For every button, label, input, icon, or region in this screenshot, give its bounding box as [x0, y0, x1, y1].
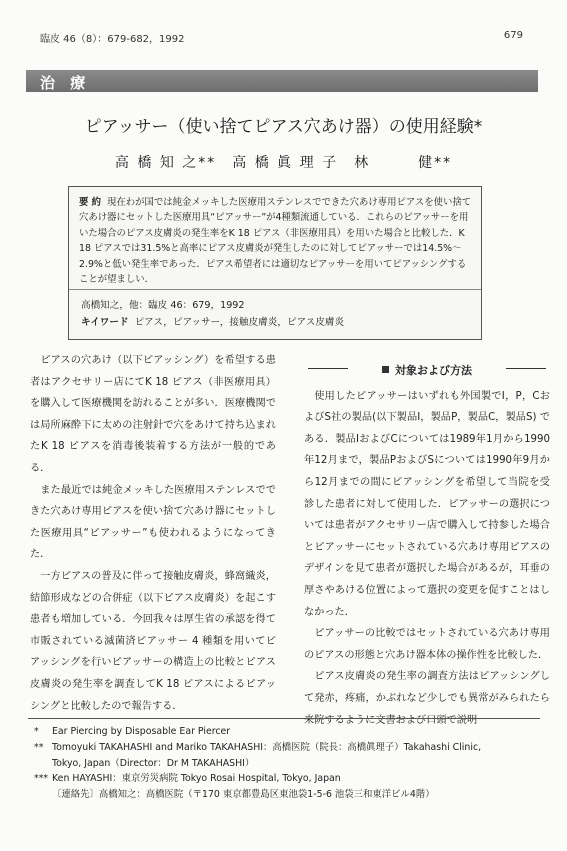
author-line: 高 橋 知 之** 高 橋 眞 理 子 林 健**	[114, 155, 453, 171]
section-heading	[304, 360, 550, 382]
footnote	[30, 771, 540, 803]
body-paragraph: 使用したピアッサーはいずれも外国製でI，P，CおよびS社の製品(以下製品I，製品P，製品C，製品S) である．製品IおよびCについては1989年1月から1990年12月まで，製品PおよびSについては1990年9月から12月までの間にピアッシングを希望して当院を受診した患者に対して使用した．ピアッサーの選択については患者がアクセサリー店で購入して持参した場合とピアッサーにセットされている穴あけ専用ピアスのデザインを見て患者が選択した場合があるが，耳垂の厚さやあける位置によって選択の変更を促すことはしなかった．	[304, 390, 550, 618]
right-column	[304, 360, 550, 731]
body-paragraph: ピアスの穴あけ（以下ピアッシング）を希望する患者はアクセサリー店にてK 18 ピアス（非医療用具）を購入して医療機関を訪れることが多い．医療機関では局所麻酔下に太めの注射針で穴をあけて持ち込まれたK 18 ピアスを消毒後装着する方法が一般的である．	[30, 355, 276, 474]
abstract-divider	[69, 289, 481, 290]
left-column	[30, 350, 276, 717]
footnote-rule	[28, 718, 540, 719]
section-heading-text: 対象および方法	[395, 364, 472, 377]
citation: 高橋知之，他：臨皮 46：679，1992	[81, 300, 245, 311]
footnote-mark: *	[34, 726, 39, 737]
footnote	[30, 740, 540, 772]
footnote-line: 〔連絡先〕高橋知之：高橋医院（〒170 東京都豊島区東池袋1-5-6 池袋三和東洋ビル4階）	[52, 789, 435, 801]
section-banner	[26, 70, 538, 92]
page-number: 679	[503, 30, 523, 41]
footnote	[30, 724, 540, 740]
keywords-heading: キイワード	[81, 317, 129, 328]
abstract-box	[68, 186, 482, 340]
footnote-mark: ***	[34, 773, 49, 785]
footnote-line: Tokyo, Japan（Director：Dr M TAKAHASHI）	[52, 757, 255, 769]
footnote-line: Ken HAYASHI：東京労災病院 Tokyo Rosai Hospital, Tokyo, Japan	[52, 773, 341, 785]
square-bullet-icon	[382, 366, 389, 373]
abstract	[79, 195, 473, 287]
keywords-text: ピアス，ピアッサー，接触皮膚炎，ピアス皮膚炎	[134, 317, 345, 328]
footnote-line: Tomoyuki TAKAHASHI and Mariko TAKAHASHI：高橋医院（院長：高橋眞理子）Takahashi Clinic,	[52, 741, 482, 753]
body-paragraph: ピアス皮膚炎の発生率の調査方法はピアッシングして発赤，疼痛，かぶれなど少しでも異常がみられたら来院するように文書および口頭で説明	[304, 671, 550, 726]
keywords-line	[81, 314, 344, 328]
body-paragraph: また最近では純金メッキした医療用ステンレスでできた穴あけ専用ピアスを使い捨て穴あけ器にセットした医療用具“ピアッサー”も使われるようになってきた．	[30, 484, 276, 561]
journal-reference: 臨皮 46（8）：679-682，1992	[40, 34, 185, 45]
abstract-heading: 要 約	[79, 197, 102, 208]
abstract-text: 現在わが国では純金メッキした医療用ステンレスでできた穴あけ専用ピアスを使い捨て穴あけ器にセットした医療用具“ピアッサー”が4種類流通している．これらのピアッサーを用いた場合のピアス皮膚炎の発生率をK 18 ピアス（非医療用具）を用いた場合と比較した．K 18 ピアスでは31.5%と高率にピアス皮膚炎が発生したのに対してピアッサーでは14.5%〜2.9%と低い発生率であった．ピアス希望者には適切なピアッサーを用いてピアッシングすることが望ましい．	[79, 197, 472, 286]
body-paragraph: 一方ピアスの普及に伴って接触皮膚炎，蜂窩織炎，結節形成などの合併症（以下ピアス皮膚炎）を起こす患者も増加している．今回我々は厚生省の承認を得て市販されている滅菌済ピアッサー 4 種類を用いてピアッシングを行いピアッサーの構造上の比較とピアス皮膚炎の発生率を調査してK 18 ピアスによるピアッシングと比較したので報告する．	[30, 570, 276, 712]
section-label: 治 療	[40, 74, 91, 92]
footnote-line: Ear Piercing by Disposable Ear Piercer	[52, 726, 231, 737]
body-paragraph: ピアッサーの比較ではセットされている穴あけ専用のピアスの形態と穴あけ器本体の操作性を比較した．	[304, 628, 550, 661]
footnote-mark: **	[34, 741, 44, 753]
footnotes	[30, 724, 540, 803]
article-title: ピアッサー（使い捨てピアス穴あけ器）の使用経験*	[84, 117, 483, 137]
